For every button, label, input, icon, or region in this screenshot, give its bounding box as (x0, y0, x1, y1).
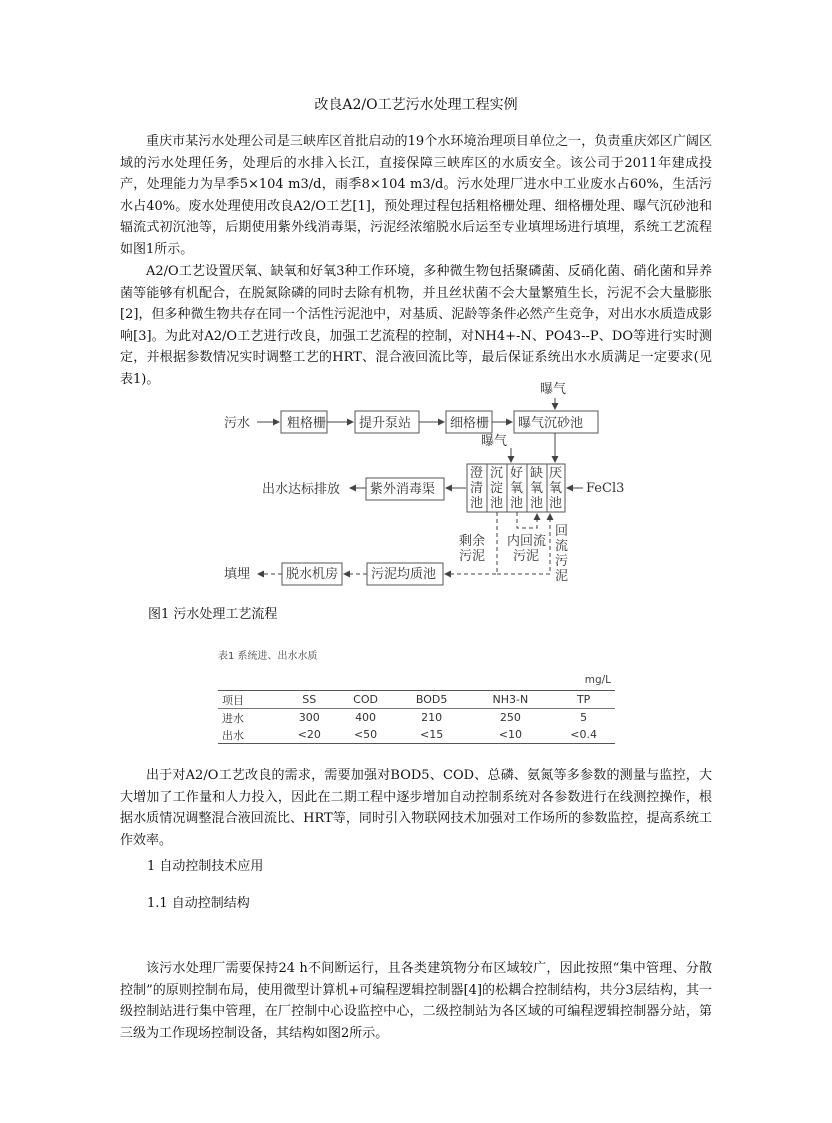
table-title: 表1 系统进、出水水质 (218, 651, 318, 662)
table-cell: <15 (419, 728, 444, 741)
flow-dewater-label: 脱水机房 (286, 567, 339, 582)
flow-input-label: 污水 (224, 416, 251, 431)
table-header-row (218, 691, 615, 709)
flow-internal-return-label: 内回流污泥 (507, 534, 547, 564)
process-flow-diagram (0, 380, 832, 595)
flow-anaerobic-label: 厌氧池 (549, 466, 563, 511)
flow-return-sludge-label: 回流污泥 (555, 524, 569, 584)
table-header-cell: TP (576, 693, 591, 706)
table-cell: 250 (499, 711, 521, 724)
flow-excess-sludge-label: 剩余污泥 (459, 534, 486, 564)
paragraph-4: 该污水处理厂需要保持24 h不间断运行，且各类建筑物分布区域较广，因此按照“集中管理、分散控制”的原则控制布局，使用微型计算机+可编程逻辑控制器[4]的松耦合控制结构，共分3层结构，其一级控制站进行集中管理，在厂控制中心设监控中心，二级控制站为各区域的可编程逻辑控制器分站，第三级为工作现场控制设备，其结构如图2所示。 (120, 961, 712, 1041)
document-title: 改良A2/O工艺污水处理工程实例 (314, 97, 518, 113)
flow-uv-label: 紫外消毒渠 (370, 482, 436, 497)
flow-aerobic-label: 好氧池 (510, 466, 524, 511)
water-quality-table-block (218, 647, 615, 749)
table-cell: <50 (353, 728, 378, 741)
paragraph-3: 出于对A2/O工艺改良的需求，需要加强对BOD5、COD、总磷、氨氮等多参数的测量与监控，大大增加了工作量和人力投入，因此在二期工程中逐步增加自动控制系统对各参数进行在线测控操作，根据水质情况调整混合液回流比、HRT等，同时引入物联网技术加强对工作场所的参数监控，提高系统工作效率。 (120, 768, 712, 848)
flow-anoxic-label: 缺氧池 (530, 466, 544, 511)
flow-discharge-label: 出水达标排放 (262, 482, 341, 497)
table-cell: <20 (297, 728, 321, 741)
flow-homogenize-label: 污泥均质池 (371, 567, 437, 582)
table-header-cell: BOD5 (415, 693, 448, 706)
flow-fine-screen-label: 细格栅 (450, 416, 490, 431)
flow-clarifier-label: 澄清池 (470, 466, 484, 511)
paragraph-1: 重庆市某污水处理公司是三峡库区首批启动的19个水环境治理项目单位之一，负责重庆郊区广阔区域的污水处理任务，处理后的水排入长江，直接保障三峡库区的水质安全。该公司于2011年建成投产，处理能力为旱季5×104 m3/d，雨季8×104 m3/d。污水处理厂进水中工业废水占60%，生活污水占40%。废水处理使用改良A2/O工艺[1]，预处理过程包括粗格栅处理、细格栅处理、曝气沉砂池和辐流式初沉池等，后期使用紫外线消毒渠，污泥经浓缩脱水后运至专业填埋场进行填埋，系统工艺流程如图1所示。 (120, 134, 712, 257)
flow-aeration-mid-label: 曝气 (481, 434, 508, 449)
table-cell: 5 (580, 711, 588, 724)
water-quality-table (218, 690, 615, 744)
table-cell: <0.4 (570, 728, 597, 741)
flow-grit-label: 曝气沉砂池 (518, 416, 584, 431)
figure-caption: 图1 污水处理工艺流程 (148, 607, 278, 622)
table-header-cell: 项目 (222, 693, 244, 707)
table-row (218, 709, 615, 727)
table-header-cell: COD (353, 693, 378, 706)
flow-pump-label: 提升泵站 (359, 416, 412, 431)
table-header-cell: SS (302, 693, 317, 706)
table-cell: 进水 (222, 711, 244, 725)
section-heading-1-1: 1.1 自动控制结构 (147, 896, 250, 911)
flow-settling-label: 沉淀池 (490, 466, 504, 511)
flow-aeration-top-label: 曝气 (540, 382, 567, 397)
flow-fecl3-label: FeCl3 (586, 481, 625, 496)
table-unit: mg/L (584, 674, 611, 686)
paragraph-2: A2/O工艺设置厌氧、缺氧和好氧3种工作环境，多种微生物包括聚磷菌、反硝化菌、硝化菌和异养菌等能够有机配合，在脱氮除磷的同时去除有机物，并且丝状菌不会大量繁殖生长，污泥不会大量膨胀[2]，但多种微生物共存在同一个活性污泥池中，对基质、泥龄等条件必然产生竞争，对出水水质造成影响[3]。为此对A2/O工艺进行改良，加强工艺流程的控制，对NH4+-N、PO43--P、DO等进行实时测定，并根据参数情况实时调整工艺的HRT、混合液回流比等，最后保证系统出水水质满足一定要求(见表1)。 (120, 264, 712, 387)
table-cell: <10 (498, 728, 523, 741)
table-row (218, 726, 615, 744)
table-header-cell: NH3-N (492, 693, 529, 706)
table-cell: 出水 (222, 728, 244, 742)
section-heading-1: 1 自动控制技术应用 (147, 859, 264, 874)
table-cell: 400 (355, 711, 377, 724)
table-cell: 300 (298, 711, 320, 724)
flow-landfill-label: 填埋 (224, 567, 251, 582)
table-cell: 210 (421, 711, 443, 724)
flow-coarse-screen-label: 粗格栅 (287, 416, 327, 431)
